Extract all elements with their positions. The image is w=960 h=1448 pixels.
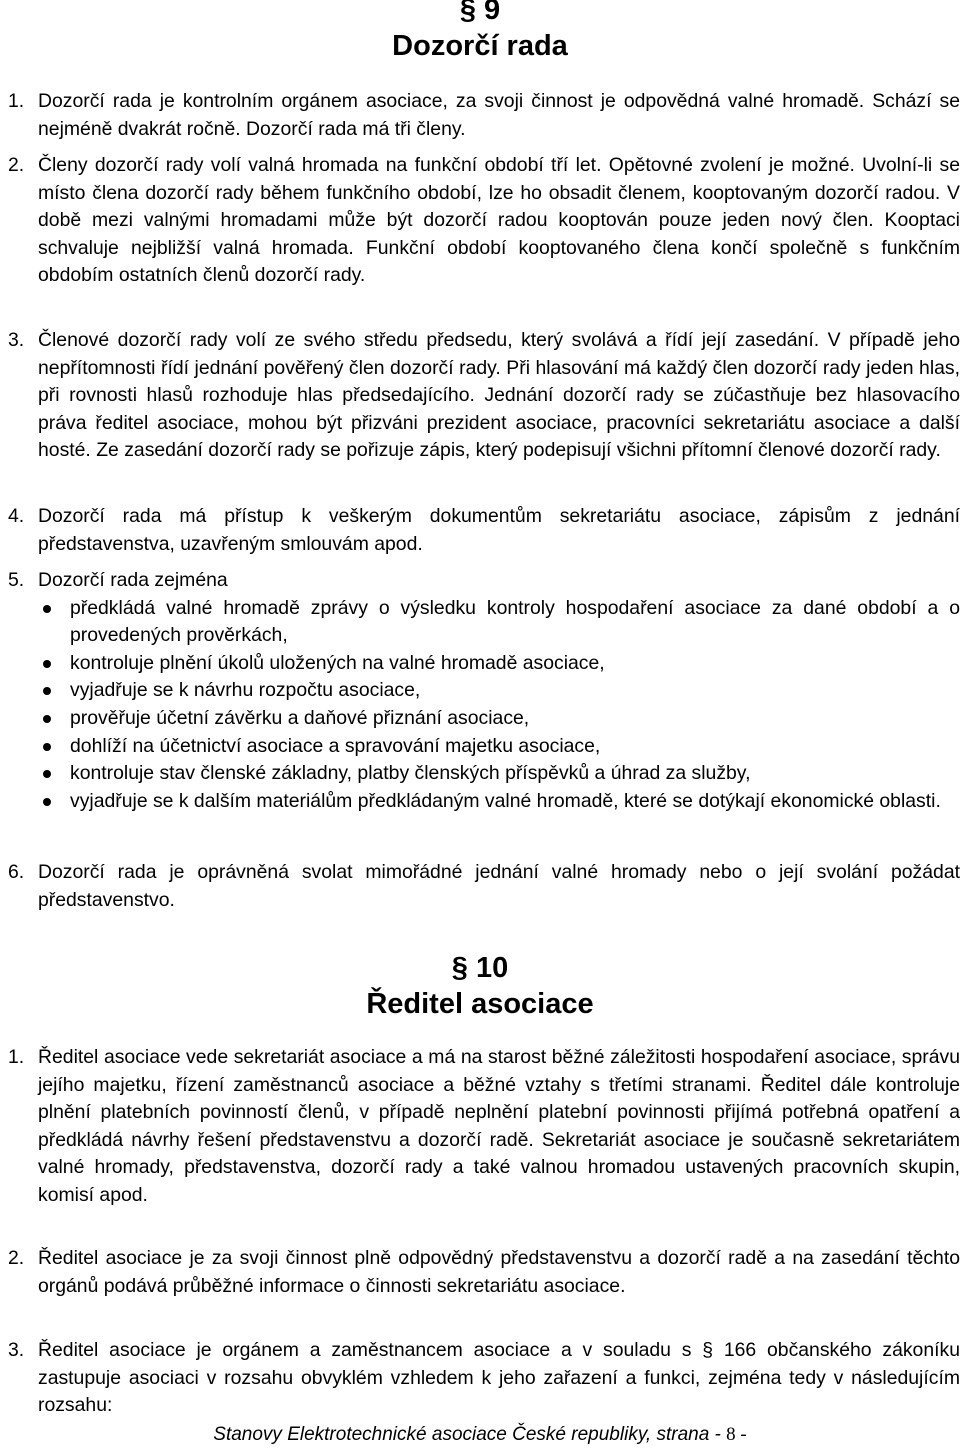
paragraph-number: 6. bbox=[8, 861, 25, 883]
list-item-text: vyjadřuje se k dalším materiálům předkládaným valné hromadě, které se dotýkají ekonomické oblasti. bbox=[70, 789, 941, 812]
paragraph-9-5 bbox=[8, 567, 960, 815]
section-title: Ředitel asociace bbox=[366, 988, 594, 1020]
bullet-icon bbox=[43, 770, 51, 778]
bullet-icon bbox=[43, 743, 51, 751]
section-10-heading bbox=[0, 950, 960, 1022]
list-item-text: předkládá valné hromadě zprávy o výsledku kontroly hospodaření asociace za dané období a o provedených prověrkách, bbox=[70, 596, 960, 647]
paragraph-text: Členové dozorčí rady volí ze svého středu předsedu, který svolává a řídí její zasedání. V případě jeho nepřítomnosti řídí jednání pověřený člen dozorčí rady. Při hlasování má každý člen dozorčí rady jeden hlas, při rovnosti hlasů rozhoduje hlas předsedajícího. Jednání dozorčí rady se zúčastňuje bez hlasovacího práva ředitel asociace, mohou být přizváni prezident asociace, pracovníci sekretariátu asociace a další hosté. Ze zasedání dozorčí rady se pořizuje zápis, který podepisují všichni přítomní členové dozorčí rady. bbox=[38, 329, 960, 462]
bullet-icon bbox=[43, 605, 51, 613]
footer-text: Stanovy Elektrotechnické asociace České republiky, strana - bbox=[213, 1424, 727, 1445]
paragraph-text: Dozorčí rada je kontrolním orgánem asociace, za svoji činnost je odpovědná valné hromadě. Schází se nejméně dvakrát ročně. Dozorčí rada má tři členy. bbox=[38, 90, 960, 140]
paragraph-number: 1. bbox=[8, 90, 25, 112]
paragraph-9-6 bbox=[8, 859, 960, 914]
paragraph-text: Ředitel asociace vede sekretariát asociace a má na starost běžné záležitosti hospodaření asociace, správu jejího majetku, řízení zaměstnanců asociace a běžné vztahy s třetími stranami. Ředitel dále kontroluje plnění platebních povinností členů, v případě neplnění platební povinnosti přijímá potřebná opatření a předkládá návrhy řešení představenstvu a dozorčí radě. Sekretariát asociace je současně sekretariátem valné hromady, představenstva, dozorčí rady a také valnou hromadou ustavených pracovních skupin, komisí apod. bbox=[38, 1046, 960, 1206]
paragraph-text: Členy dozorčí rady volí valná hromada na funkční období tří let. Opětovné zvolení je možné. Uvolní-li se místo člena dozorčí rady během funkčního období, lze ho obsadit členem, kooptovaným dozorčí radou. V době mezi valnými hromadami může být dozorčí radou kooptován pouze jeden nový člen. Kooptaci schvaluje nejbližší valná hromada. Funkční období kooptovaného člena končí společně s funkčním obdobím ostatních členů dozorčí rady. bbox=[38, 154, 960, 287]
bullet-icon bbox=[43, 660, 51, 668]
paragraph-number: 3. bbox=[8, 1339, 25, 1361]
list-item-text: dohlíží na účetnictví asociace a spravování majetku asociace, bbox=[70, 734, 601, 757]
page-number: 8 bbox=[726, 1424, 736, 1445]
paragraph-9-3 bbox=[8, 327, 960, 465]
list-item bbox=[0, 595, 960, 650]
paragraph-text: Dozorčí rada má přístup k veškerým dokumentům sekretariátu asociace, zápisům z jednání představenstva, uzavřeným smlouvám apod. bbox=[38, 505, 960, 555]
section-9-heading bbox=[0, 0, 960, 64]
list-item bbox=[0, 650, 960, 678]
list-item bbox=[0, 705, 960, 733]
list-item-text: prověřuje účetní závěrku a daňové přiznání asociace, bbox=[70, 706, 530, 729]
paragraph-text: Dozorčí rada zejména bbox=[38, 569, 228, 591]
paragraph-text: Ředitel asociace je orgánem a zaměstnancem asociace a v souladu s § 166 občanského zákoníku zastupuje asociaci v rozsahu obvyklém vzhledem k jeho zařazení a funkci, zejména tedy v následujícím rozsahu: bbox=[38, 1339, 960, 1417]
paragraph-number: 2. bbox=[8, 154, 25, 176]
paragraph-9-2 bbox=[8, 152, 960, 290]
list-item bbox=[0, 760, 960, 788]
paragraph-number: 4. bbox=[8, 505, 25, 527]
list-item-text: vyjadřuje se k návrhu rozpočtu asociace, bbox=[70, 679, 421, 702]
paragraph-text: Dozorčí rada je oprávněná svolat mimořádné jednání valné hromady nebo o její svolání požádat představenstvo. bbox=[38, 861, 960, 911]
section-title: Dozorčí rada bbox=[392, 30, 568, 62]
paragraph-number: 3. bbox=[8, 329, 25, 351]
list-item bbox=[0, 733, 960, 761]
paragraph-9-4 bbox=[8, 503, 960, 558]
paragraph-number: 2. bbox=[8, 1247, 25, 1269]
paragraph-9-1 bbox=[8, 88, 960, 143]
bullet-icon bbox=[43, 687, 51, 695]
paragraph-text: Ředitel asociace je za svoji činnost plně odpovědný představenstvu a dozorčí radě a na zasedání těchto orgánů podává průběžné informace o činnosti sekretariátu asociace. bbox=[38, 1247, 960, 1297]
list-item bbox=[0, 677, 960, 705]
paragraph-10-3 bbox=[8, 1337, 960, 1420]
list-item-text: kontroluje stav členské základny, platby členských příspěvků a úhrad za služby, bbox=[70, 762, 751, 785]
list-item-text: kontroluje plnění úkolů uložených na valné hromadě asociace, bbox=[70, 651, 605, 674]
paragraph-number: 5. bbox=[8, 569, 25, 591]
bullet-list bbox=[0, 595, 960, 816]
footer-suffix: - bbox=[735, 1424, 747, 1445]
paragraph-10-2 bbox=[8, 1245, 960, 1300]
paragraph-10-1 bbox=[8, 1044, 960, 1210]
paragraph-number: 1. bbox=[8, 1046, 25, 1068]
section-number: § 10 bbox=[451, 952, 509, 984]
section-number: § 9 bbox=[459, 0, 501, 26]
list-item bbox=[0, 788, 960, 816]
bullet-icon bbox=[43, 798, 51, 806]
bullet-icon bbox=[43, 715, 51, 723]
page-footer bbox=[0, 1424, 960, 1446]
